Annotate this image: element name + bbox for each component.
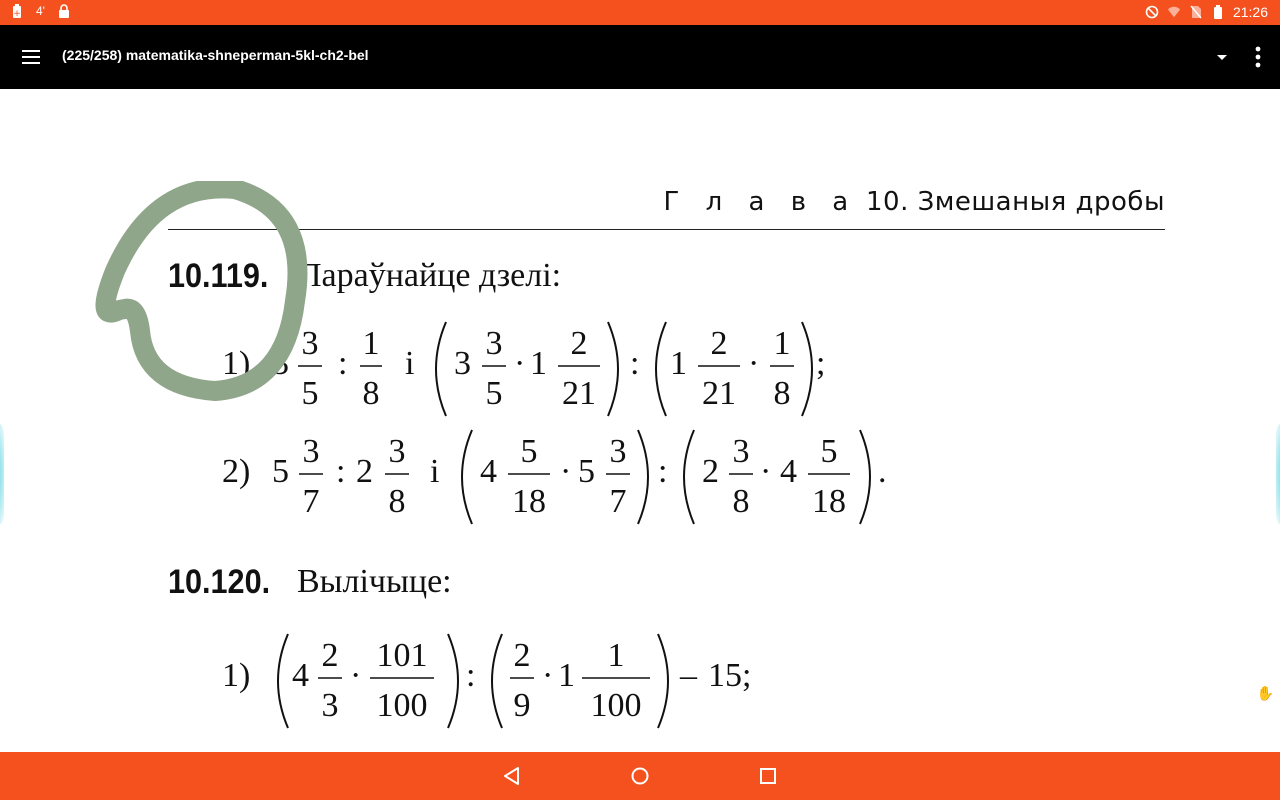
hand-tool-icon[interactable]: ✋	[1256, 686, 1274, 702]
lock-icon	[57, 4, 71, 18]
numerator: 5	[820, 433, 838, 470]
navigation-bar	[0, 752, 1280, 800]
problem-statement: Параўнайце дзелі:	[297, 257, 562, 294]
chapter-header	[664, 187, 1166, 217]
left-edge-handle[interactable]	[0, 419, 4, 529]
denominator: 8	[732, 483, 750, 520]
right-paren	[802, 322, 812, 416]
operator: :	[658, 453, 668, 490]
conjunction: і	[430, 453, 440, 490]
chapter-prefix: Г л а в а	[663, 187, 858, 217]
denominator: 8	[773, 375, 791, 412]
wifi-off-icon	[1167, 5, 1181, 19]
numerator: 1	[362, 325, 380, 362]
dot-operator: ·	[350, 657, 362, 694]
whole-number: 1	[558, 657, 575, 694]
document-title: (225/258) matematika-shneperman-5kl-ch2-bel	[62, 47, 369, 63]
denominator: 5	[301, 375, 319, 412]
app-bar	[0, 25, 1280, 89]
numerator: 3	[732, 433, 750, 470]
numerator: 1	[773, 325, 791, 362]
denominator: 21	[702, 375, 736, 412]
denominator: 18	[512, 483, 546, 520]
left-paren	[684, 430, 694, 524]
home-circle-icon[interactable]	[628, 764, 652, 788]
recents-square-icon[interactable]	[756, 764, 780, 788]
left-paren	[278, 634, 288, 728]
math-expression	[210, 422, 910, 532]
numerator: 2	[321, 637, 339, 674]
whole-number: 2	[702, 453, 719, 490]
numerator: 3	[609, 433, 627, 470]
battery-alert-icon	[10, 4, 24, 18]
numerator: 2	[570, 325, 588, 362]
right-paren	[638, 430, 648, 524]
whole-number: 2	[356, 453, 373, 490]
battery-icon	[1211, 5, 1225, 19]
back-triangle-icon[interactable]	[500, 764, 524, 788]
operator: :	[466, 657, 476, 694]
right-paren	[448, 634, 458, 728]
dot-operator: ·	[514, 345, 526, 382]
operator: :	[336, 453, 346, 490]
numerator: 3	[302, 433, 320, 470]
denominator: 7	[609, 483, 627, 520]
whole-number: 3	[272, 345, 289, 382]
operator: :	[630, 345, 640, 382]
denominator: 21	[562, 375, 596, 412]
do-not-disturb-icon	[1145, 5, 1159, 19]
left-paren	[436, 322, 446, 416]
left-paren	[656, 322, 666, 416]
status-bar	[0, 0, 1280, 25]
punctuation: .	[878, 453, 887, 490]
clock: 21:26	[1232, 4, 1268, 20]
number: 15;	[708, 657, 752, 694]
no-sim-icon	[1189, 5, 1203, 19]
dot-operator: ·	[560, 453, 572, 490]
document-page[interactable]	[0, 89, 1280, 752]
right-paren	[608, 322, 618, 416]
whole-number: 3	[454, 345, 471, 382]
whole-number: 4	[780, 453, 797, 490]
hamburger-menu-icon[interactable]	[18, 45, 46, 69]
denominator: 3	[321, 687, 339, 724]
whole-number: 4	[480, 453, 497, 490]
problem-number: 10.120.	[168, 563, 271, 601]
numerator: 3	[388, 433, 406, 470]
math-expression	[210, 314, 850, 424]
punctuation: ;	[816, 345, 826, 382]
denominator: 7	[302, 483, 320, 520]
dot-operator: ·	[760, 453, 772, 490]
whole-number: 1	[530, 345, 547, 382]
denominator: 18	[812, 483, 846, 520]
problem-number: 10.119.	[168, 257, 269, 295]
chapter-title: 10. Змешаныя дробы	[866, 187, 1165, 217]
svg-text:+: +	[13, 9, 21, 18]
right-paren	[860, 430, 870, 524]
denominator: 100	[590, 687, 642, 724]
item-label: 2)	[222, 453, 251, 490]
numerator: 2	[513, 637, 531, 674]
problem-statement: Вылічыце:	[297, 563, 452, 600]
numerator: 1	[607, 637, 625, 674]
numerator: 2	[710, 325, 728, 362]
left-paren	[492, 634, 502, 728]
denominator: 100	[376, 687, 428, 724]
right-paren	[658, 634, 668, 728]
dropdown-arrow-icon[interactable]	[1212, 47, 1232, 67]
numerator: 3	[485, 325, 503, 362]
operator: –	[680, 657, 697, 694]
denominator: 9	[513, 687, 531, 724]
overflow-menu-icon[interactable]	[1250, 43, 1266, 71]
numerator: 101	[376, 637, 428, 674]
item-label: 1)	[222, 657, 251, 694]
whole-number: 4	[292, 657, 309, 694]
network-label: 4'	[36, 4, 45, 18]
math-expression	[210, 624, 790, 734]
whole-number: 1	[670, 345, 687, 382]
whole-number: 5	[578, 453, 595, 490]
denominator: 5	[485, 375, 503, 412]
denominator: 8	[362, 375, 380, 412]
numerator: 3	[301, 325, 319, 362]
operator: :	[338, 345, 348, 382]
item-label: 1)	[222, 345, 251, 382]
denominator: 8	[388, 483, 406, 520]
whole-number: 5	[272, 453, 289, 490]
conjunction: і	[405, 345, 415, 382]
dot-operator: ·	[542, 657, 554, 694]
numerator: 5	[520, 433, 538, 470]
header-rule	[168, 229, 1165, 230]
right-edge-handle[interactable]	[1276, 419, 1280, 529]
left-paren	[462, 430, 472, 524]
dot-operator: ·	[748, 345, 760, 382]
